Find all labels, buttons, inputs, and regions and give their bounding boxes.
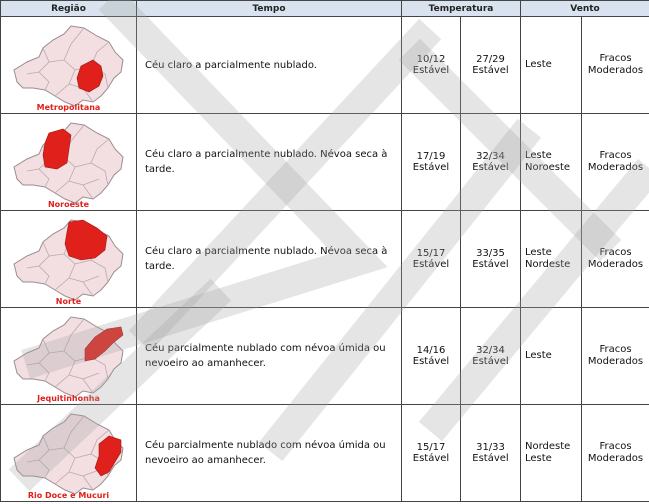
region-map-norte bbox=[9, 216, 129, 304]
max-temp: 31/33 bbox=[476, 442, 505, 453]
header-regiao: Região bbox=[1, 1, 137, 17]
min-temp-cell bbox=[402, 17, 461, 114]
highlight-noroeste bbox=[43, 129, 71, 169]
max-temp-trend: Estável bbox=[472, 65, 509, 76]
max-temp-trend: Estável bbox=[472, 259, 509, 270]
table-row bbox=[1, 405, 649, 502]
region-name: Norte bbox=[55, 297, 82, 306]
region-cell bbox=[1, 114, 137, 211]
header-vento: Vento bbox=[521, 1, 649, 17]
max-temp: 33/35 bbox=[476, 248, 505, 259]
region-name: Metropolitana bbox=[36, 103, 101, 112]
tempo-cell: Céu parcialmente nublado com névoa úmida ou nevoeiro ao amanhecer. bbox=[137, 405, 402, 502]
region-name: Rio Doce e Mucuri bbox=[27, 491, 110, 500]
table-row bbox=[1, 308, 649, 405]
region-cell bbox=[1, 405, 137, 502]
wind-force: Fracos Moderados bbox=[582, 17, 649, 114]
tempo-cell: Céu claro a parcialmente nublado. Névoa seca à tarde. bbox=[137, 114, 402, 211]
wind-direction: Leste bbox=[521, 17, 582, 114]
tempo-cell: Céu claro a parcialmente nublado. Névoa seca à tarde. bbox=[137, 211, 402, 308]
tempo-cell: Céu claro a parcialmente nublado. bbox=[137, 17, 402, 114]
max-temp-trend: Estável bbox=[472, 162, 509, 173]
header-temperatura: Temperatura bbox=[402, 1, 521, 17]
header-tempo: Tempo bbox=[137, 1, 402, 17]
max-temp-cell bbox=[461, 17, 521, 114]
min-temp: 10/12 bbox=[416, 54, 446, 65]
table-row bbox=[1, 17, 649, 114]
max-temp-cell bbox=[461, 211, 521, 308]
wind-direction: Leste Nordeste bbox=[521, 211, 582, 308]
table-row bbox=[1, 211, 649, 308]
min-temp-trend: Estável bbox=[412, 65, 450, 76]
min-temp: 15/17 bbox=[416, 442, 446, 453]
wind-direction: Leste bbox=[521, 308, 582, 405]
max-temp: 32/34 bbox=[476, 345, 505, 356]
min-temp-trend: Estável bbox=[412, 162, 450, 173]
tempo-cell: Céu parcialmente nublado com névoa úmida ou nevoeiro ao amanhecer. bbox=[137, 308, 402, 405]
min-temp: 14/16 bbox=[416, 345, 446, 356]
min-temp: 17/19 bbox=[416, 151, 446, 162]
region-name: Noroeste bbox=[47, 200, 90, 209]
wind-force: Fracos Moderados bbox=[582, 308, 649, 405]
max-temp-cell bbox=[461, 405, 521, 502]
min-temp-cell bbox=[402, 405, 461, 502]
table-row bbox=[1, 114, 649, 211]
max-temp: 32/34 bbox=[476, 151, 505, 162]
wind-direction: Nordeste Leste bbox=[521, 405, 582, 502]
region-cell bbox=[1, 211, 137, 308]
wind-force: Fracos Moderados bbox=[582, 114, 649, 211]
wind-force: Fracos Moderados bbox=[582, 405, 649, 502]
region-map-jequitinhonha bbox=[9, 313, 129, 401]
min-temp-trend: Estável bbox=[412, 453, 450, 464]
region-map-rio-doce-mucuri bbox=[9, 410, 129, 498]
min-temp-trend: Estável bbox=[412, 356, 450, 367]
max-temp: 27/29 bbox=[476, 54, 505, 65]
region-name: Jequitinhonha bbox=[37, 394, 100, 403]
min-temp-cell bbox=[402, 114, 461, 211]
max-temp-cell bbox=[461, 308, 521, 405]
wind-direction: Leste Noroeste bbox=[521, 114, 582, 211]
region-cell bbox=[1, 17, 137, 114]
max-temp-cell bbox=[461, 114, 521, 211]
region-cell bbox=[1, 308, 137, 405]
min-temp-cell bbox=[402, 211, 461, 308]
region-map-noroeste bbox=[9, 119, 129, 207]
max-temp-trend: Estável bbox=[472, 453, 509, 464]
min-temp-cell bbox=[402, 308, 461, 405]
max-temp-trend: Estável bbox=[472, 356, 509, 367]
min-temp: 15/17 bbox=[416, 248, 446, 259]
min-temp-trend: Estável bbox=[412, 259, 450, 270]
wind-force: Fracos Moderados bbox=[582, 211, 649, 308]
region-map-metropolitana bbox=[9, 22, 129, 110]
